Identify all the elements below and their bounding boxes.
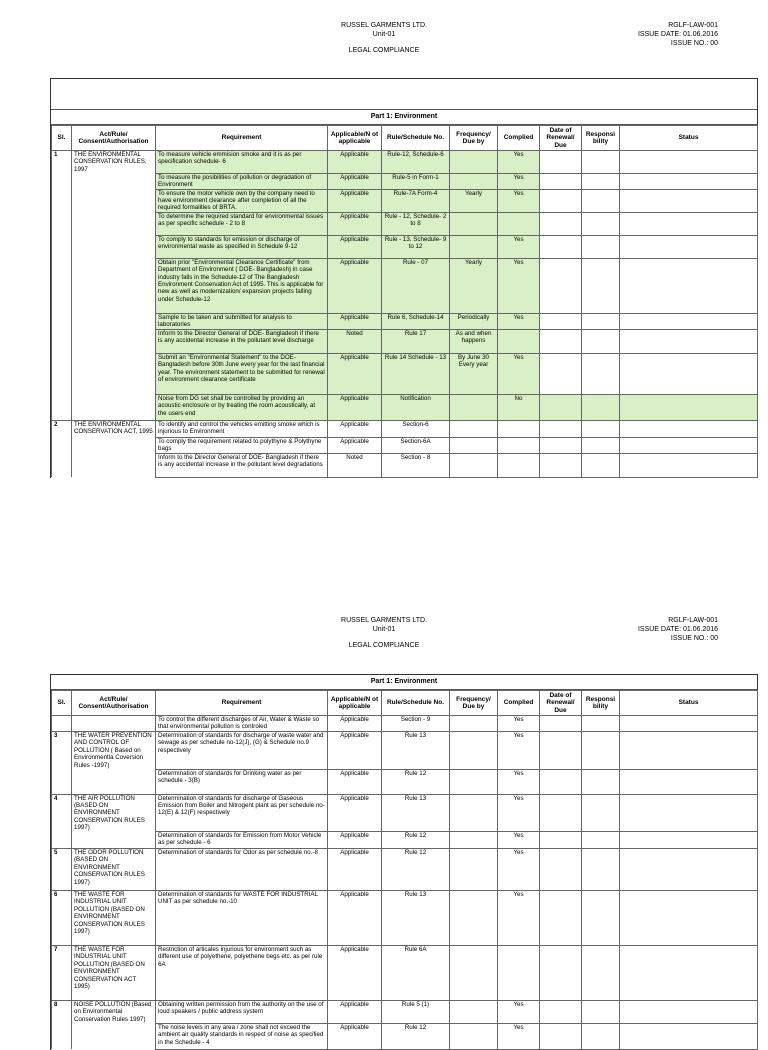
cell-renewal: [540, 832, 582, 849]
cell-frequency: [450, 849, 498, 891]
cell-frequency: [450, 394, 498, 420]
cell-responsibility: [582, 258, 620, 313]
cell-status: [620, 212, 758, 235]
cell-requirement: Sample to be taken and submitted for analysis to laboratories: [156, 313, 328, 329]
cell-requirement: Determination of standards for discharge of Gaseous Emission from Boiler and Nitrogent plant as per schedule no-12(E) & 12(F) respectively: [156, 794, 328, 832]
table-row: [52, 437, 758, 453]
cell-requirement: Noise from DG set shall be controlled by providing an acoustic enclosure or by treating the room acoustically, at the users end: [156, 394, 328, 420]
cell-frequency: [450, 716, 498, 732]
cell-applicable: Noted: [328, 329, 382, 353]
column-header: Status: [620, 126, 758, 151]
column-header: Complied: [498, 691, 540, 716]
table-row: [52, 420, 758, 437]
cell-status: [620, 769, 758, 794]
cell-sl: [52, 189, 72, 212]
cell-rule: Rule 13: [382, 732, 450, 770]
cell-renewal: [540, 849, 582, 891]
column-header: Sl.: [52, 126, 72, 151]
compliance-table-1: [51, 125, 758, 478]
cell-requirement: Determination of standards for Odor as per schedule no.-8: [156, 849, 328, 891]
cell-responsibility: [582, 946, 620, 1001]
table-row: [52, 849, 758, 891]
cell-rule: Rule 17: [382, 329, 450, 353]
cell-act: THE ODOR POLLUTION (BASED ON ENVIRONMENT CONSERVATION RULES 1997): [72, 849, 156, 891]
column-header: Act/Rule/ Consent/Authorisation: [72, 126, 156, 151]
cell-sl: [52, 258, 72, 313]
cell-act: THE ENVIRONMENTAL CONSERVATION RULES, 1997: [72, 151, 156, 174]
cell-applicable: Applicable: [328, 173, 382, 189]
cell-renewal: [540, 437, 582, 453]
cell-complied: Yes: [498, 353, 540, 394]
cell-rule: Rule 12: [382, 832, 450, 849]
cell-renewal: [540, 258, 582, 313]
table-row: [52, 769, 758, 794]
cell-frequency: Yearly: [450, 189, 498, 212]
column-header: Act/Rule/ Consent/Authorisation: [72, 691, 156, 716]
cell-applicable: Applicable: [328, 258, 382, 313]
cell-requirement: To control the different discharges of Air, Water & Waste so that environmental pollution is controled: [156, 716, 328, 732]
cell-applicable: Applicable: [328, 235, 382, 258]
cell-status: [620, 189, 758, 212]
table-row: [52, 453, 758, 477]
cell-applicable: Noted: [328, 453, 382, 477]
cell-sl: [52, 453, 72, 477]
column-header: Status: [620, 691, 758, 716]
cell-status: [620, 173, 758, 189]
table-row: [52, 716, 758, 732]
cell-requirement: The noise levels in any area / zone shall not exceed the ambient air quality standards in respect of noise as specified in the Schedule - 4: [156, 1023, 328, 1049]
cell-status: [620, 946, 758, 1001]
cell-rule: Rule 12: [382, 1023, 450, 1049]
cell-rule: Notification: [382, 394, 450, 420]
cell-applicable: Applicable: [328, 794, 382, 832]
cell-complied: Yes: [498, 849, 540, 891]
table-row: [52, 235, 758, 258]
cell-requirement: Determination of standards for Drinking water as per schedule - 3(B): [156, 769, 328, 794]
cell-status: [620, 353, 758, 394]
cell-act: [72, 235, 156, 258]
cell-frequency: [450, 173, 498, 189]
cell-renewal: [540, 891, 582, 946]
column-header: Responsi bility: [582, 126, 620, 151]
cell-applicable: Applicable: [328, 420, 382, 437]
cell-act: [72, 437, 156, 453]
cell-complied: Yes: [498, 769, 540, 794]
cell-act: [72, 769, 156, 794]
cell-complied: Yes: [498, 189, 540, 212]
cell-complied: Yes: [498, 794, 540, 832]
column-header: Applicable/N ot applicable: [328, 691, 382, 716]
cell-act: [72, 832, 156, 849]
column-header: Requirement: [156, 691, 328, 716]
cell-frequency: [450, 946, 498, 1001]
cell-applicable: Applicable: [328, 313, 382, 329]
cell-requirement: To measure the posibilities of pollution or degradation of Environment: [156, 173, 328, 189]
cell-status: [620, 1001, 758, 1024]
cell-complied: Yes: [498, 1001, 540, 1024]
table-row: [52, 212, 758, 235]
cell-complied: [498, 329, 540, 353]
cell-complied: Yes: [498, 832, 540, 849]
table-row: [52, 794, 758, 832]
table-row: [52, 313, 758, 329]
column-header: Requirement: [156, 126, 328, 151]
cell-requirement: To ensure the motor vehicle own by the company need to have environment clearance after completion of all the required formalities of BRTA.: [156, 189, 328, 212]
cell-applicable: Applicable: [328, 769, 382, 794]
cell-sl: [52, 437, 72, 453]
table-row: [52, 394, 758, 420]
cell-complied: [498, 437, 540, 453]
cell-sl: [52, 235, 72, 258]
cell-rule: Section - 9: [382, 716, 450, 732]
cell-sl: 1: [52, 151, 72, 174]
column-header: Sl.: [52, 691, 72, 716]
header-right: [638, 21, 718, 48]
cell-renewal: [540, 716, 582, 732]
cell-act: THE ENVIRONMENTAL CONSERVATION ACT, 1995: [72, 420, 156, 437]
cell-rule: Rule 13: [382, 794, 450, 832]
cell-act: [72, 394, 156, 420]
cell-responsibility: [582, 891, 620, 946]
cell-status: [620, 849, 758, 891]
cell-rule: Rule-7A Form-4: [382, 189, 450, 212]
cell-responsibility: [582, 151, 620, 174]
cell-renewal: [540, 1023, 582, 1049]
cell-applicable: Applicable: [328, 832, 382, 849]
company-name-2: RUSSEL GARMENTS LTD.: [341, 617, 427, 624]
cell-frequency: [450, 437, 498, 453]
cell-rule: Rule 12: [382, 769, 450, 794]
cell-complied: No: [498, 394, 540, 420]
cell-renewal: [540, 173, 582, 189]
cell-act: [72, 353, 156, 394]
cell-applicable: Applicable: [328, 946, 382, 1001]
cell-requirement: Obtain prior "Environmental Clearance Certificate" from Department of Environment ( DOE- Bangladesh) in case industry falls in the Schedule-12 of The Bangladesh Environment Conservation Act of 1995. This is applicable for new as well as modernization/ expansion projects falling under Schedule-12: [156, 258, 328, 313]
issue-no-2: ISSUE NO.: 00: [670, 635, 718, 642]
cell-requirement: Determination of standards for Emission from Motor Vehicle as per schedule - 6: [156, 832, 328, 849]
column-header: Complied: [498, 126, 540, 151]
issue-date: ISSUE DATE: 01.06.2016: [637, 31, 718, 38]
cell-applicable: Applicable: [328, 394, 382, 420]
cell-sl: 6: [52, 891, 72, 946]
cell-renewal: [540, 420, 582, 437]
cell-requirement: To identify and control the vehicles emitting smoke which is injurious to Environment: [156, 420, 328, 437]
cell-renewal: [540, 394, 582, 420]
cell-status: [620, 420, 758, 437]
column-header: Rule/Schedule No.: [382, 126, 450, 151]
cell-status: [620, 258, 758, 313]
cell-complied: [498, 420, 540, 437]
column-header: Date of Renewal/ Due: [540, 126, 582, 151]
cell-act: THE WATER PREVENTION AND CONTROL OF POLLUTION ( Based on Environmentla Coversion Rules -1997): [72, 732, 156, 770]
cell-complied: Yes: [498, 235, 540, 258]
cell-applicable: Applicable: [328, 1023, 382, 1049]
cell-responsibility: [582, 716, 620, 732]
table-row: [52, 353, 758, 394]
cell-act: THE AIR POLLUTION (BASED ON ENVIRONMENT CONSERVATION RULES 1997): [72, 794, 156, 832]
table-box-2: [50, 674, 758, 1050]
cell-responsibility: [582, 453, 620, 477]
table-row: [52, 151, 758, 174]
cell-sl: 3: [52, 732, 72, 770]
cell-frequency: [450, 1023, 498, 1049]
cell-status: [620, 437, 758, 453]
cell-rule: Rule 6A: [382, 946, 450, 1001]
doc-code-2: RGLF-LAW-001: [668, 617, 718, 624]
cell-complied: Yes: [498, 258, 540, 313]
cell-rule: Rule 13: [382, 891, 450, 946]
cell-requirement: Restriction of articales injurious for environment such as different use of polyethene, polyethene begs etc. as per rule 6A: [156, 946, 328, 1001]
table-row: [52, 891, 758, 946]
cell-renewal: [540, 212, 582, 235]
cell-frequency: [450, 151, 498, 174]
cell-act: THE WASTE FOR INDUSTRIAL UNIT POLLUTION (BASED ON ENVIRONMENT CONSERVATION ACT 1995): [72, 946, 156, 1001]
cell-sl: 4: [52, 794, 72, 832]
cell-status: [620, 235, 758, 258]
cell-responsibility: [582, 732, 620, 770]
cell-sl: 5: [52, 849, 72, 891]
cell-rule: Rule 5 (1): [382, 1001, 450, 1024]
cell-status: [620, 794, 758, 832]
cell-act: THE WASTE FOR INDUSTRIAL UNIT POLLUTION (BASED ON ENVIRONMENT CONSERVATION RULES 1997): [72, 891, 156, 946]
doc-title-2: LEGAL COMPLIANCE: [348, 642, 420, 649]
cell-rule: Rule-12, Schedule-6: [382, 151, 450, 174]
column-header: Frequency/ Due by: [450, 691, 498, 716]
table-row: [52, 258, 758, 313]
cell-applicable: Applicable: [328, 1001, 382, 1024]
cell-requirement: Obtaining written permission from the authority on the use of loud speakers / public address system: [156, 1001, 328, 1024]
cell-rule: Rule 12: [382, 849, 450, 891]
table-row: [52, 832, 758, 849]
cell-renewal: [540, 353, 582, 394]
cell-frequency: [450, 794, 498, 832]
doc-title: LEGAL COMPLIANCE: [348, 47, 420, 54]
cell-status: [620, 151, 758, 174]
cell-requirement: To comply the requirement related to polythyne & Polythyne bags: [156, 437, 328, 453]
cell-rule: Section - 8: [382, 453, 450, 477]
cell-frequency: [450, 769, 498, 794]
cell-act: [72, 189, 156, 212]
cell-sl: [52, 716, 72, 732]
cell-frequency: [450, 1001, 498, 1024]
company-name: RUSSEL GARMENTS LTD.: [341, 22, 427, 29]
cell-responsibility: [582, 329, 620, 353]
cell-requirement: Determination of standards for WASTE FOR INDUSTRIAL UNIT as per schedule no.-10: [156, 891, 328, 946]
table-row: [52, 329, 758, 353]
cell-rule: Section-6A: [382, 437, 450, 453]
issue-date-2: ISSUE DATE: 01.06.2016: [637, 626, 718, 633]
cell-renewal: [540, 1001, 582, 1024]
cell-status: [620, 716, 758, 732]
cell-rule: Rule-5 in Form-1: [382, 173, 450, 189]
cell-complied: [498, 212, 540, 235]
cell-requirement: To determine the required standard for environmental issues as per specific schedule - 2 to 8: [156, 212, 328, 235]
cell-act: [72, 716, 156, 732]
cell-complied: Yes: [498, 1023, 540, 1049]
cell-responsibility: [582, 794, 620, 832]
cell-frequency: [450, 891, 498, 946]
cell-requirement: Inform to the Director General of DOE- Bangladesh if there is any accidental increase in the pollutant level degradations: [156, 453, 328, 477]
cell-renewal: [540, 313, 582, 329]
unit-name: Unit-01: [372, 31, 396, 38]
cell-responsibility: [582, 313, 620, 329]
column-header: Applicable/N ot applicable: [328, 126, 382, 151]
cell-act: [72, 329, 156, 353]
top-blank-box: [51, 79, 757, 110]
cell-applicable: Applicable: [328, 151, 382, 174]
cell-responsibility: [582, 832, 620, 849]
cell-renewal: [540, 769, 582, 794]
table-row: [52, 946, 758, 1001]
cell-sl: [52, 394, 72, 420]
cell-sl: 8: [52, 1001, 72, 1024]
compliance-table-2: [51, 690, 758, 1050]
unit-name-2: Unit-01: [372, 626, 396, 633]
cell-responsibility: [582, 173, 620, 189]
cell-applicable: Applicable: [328, 437, 382, 453]
cell-frequency: Periodically: [450, 313, 498, 329]
cell-applicable: Applicable: [328, 353, 382, 394]
cell-renewal: [540, 453, 582, 477]
cell-renewal: [540, 329, 582, 353]
cell-sl: [52, 832, 72, 849]
table-row: [52, 1001, 758, 1024]
cell-complied: Yes: [498, 716, 540, 732]
cell-responsibility: [582, 212, 620, 235]
cell-status: [620, 394, 758, 420]
cell-applicable: Applicable: [328, 849, 382, 891]
cell-act: [72, 212, 156, 235]
column-header: Responsi bility: [582, 691, 620, 716]
cell-act: [72, 453, 156, 477]
column-header: Rule/Schedule No.: [382, 691, 450, 716]
part-title: Part 1: Environment: [51, 110, 757, 125]
cell-sl: [52, 1023, 72, 1049]
cell-applicable: Applicable: [328, 716, 382, 732]
cell-complied: Yes: [498, 732, 540, 770]
table-box-1: [50, 78, 758, 478]
cell-status: [620, 453, 758, 477]
cell-frequency: [450, 453, 498, 477]
cell-sl: [52, 313, 72, 329]
cell-responsibility: [582, 769, 620, 794]
cell-frequency: By June 30 Every year: [450, 353, 498, 394]
cell-applicable: Applicable: [328, 732, 382, 770]
cell-responsibility: [582, 420, 620, 437]
cell-requirement: Submit an "Environmental Statement" to the DOE-Bangladesh before 30th June every year for the last financial year. The environment statement to be submitted for renewal of environment clearance certificate: [156, 353, 328, 394]
column-header: Frequency/ Due by: [450, 126, 498, 151]
cell-requirement: To comply to standards for emission or discharge of environmental waste as specified in Schedule 9-12: [156, 235, 328, 258]
cell-act: [72, 173, 156, 189]
header-right-2: [638, 616, 718, 643]
cell-sl: 7: [52, 946, 72, 1001]
cell-status: [620, 832, 758, 849]
cell-frequency: [450, 420, 498, 437]
cell-requirement: Determination of standards for discharge of waste water and sewage as per schedule no-12(J), (G) & Schedule no.9 respectively: [156, 732, 328, 770]
cell-frequency: Yearly: [450, 258, 498, 313]
table-row: [52, 1023, 758, 1049]
cell-responsibility: [582, 353, 620, 394]
cell-rule: Rule 14 Schedule - 13: [382, 353, 450, 394]
column-header: Date of Renewal/ Due: [540, 691, 582, 716]
cell-rule: Section-6: [382, 420, 450, 437]
cell-sl: 2: [52, 420, 72, 437]
cell-complied: Yes: [498, 151, 540, 174]
cell-responsibility: [582, 235, 620, 258]
cell-complied: Yes: [498, 891, 540, 946]
cell-frequency: [450, 212, 498, 235]
table-row: [52, 173, 758, 189]
cell-renewal: [540, 151, 582, 174]
cell-responsibility: [582, 437, 620, 453]
cell-applicable: Applicable: [328, 212, 382, 235]
cell-status: [620, 329, 758, 353]
cell-renewal: [540, 189, 582, 212]
cell-rule: Rule - 12, Schedule- 2 to 8: [382, 212, 450, 235]
cell-act: [72, 1023, 156, 1049]
cell-responsibility: [582, 1001, 620, 1024]
cell-renewal: [540, 794, 582, 832]
cell-sl: [52, 173, 72, 189]
cell-renewal: [540, 235, 582, 258]
cell-complied: Yes: [498, 313, 540, 329]
cell-frequency: [450, 235, 498, 258]
cell-frequency: As and when happens: [450, 329, 498, 353]
cell-complied: [498, 453, 540, 477]
cell-renewal: [540, 732, 582, 770]
cell-status: [620, 1023, 758, 1049]
cell-requirement: To measure vehicle emmision smoke and it is as per specification schedule- 6: [156, 151, 328, 174]
cell-renewal: [540, 946, 582, 1001]
cell-frequency: [450, 732, 498, 770]
cell-sl: [52, 353, 72, 394]
cell-complied: [498, 946, 540, 1001]
doc-code: RGLF-LAW-001: [668, 22, 718, 29]
part-title-2: Part 1: Environment: [51, 675, 757, 690]
cell-act: [72, 313, 156, 329]
cell-requirement: Inform to the Director General of DOE- Bangladesh if there is any accidental increase in the pollutant level discharge: [156, 329, 328, 353]
cell-responsibility: [582, 394, 620, 420]
cell-applicable: Applicable: [328, 891, 382, 946]
cell-sl: [52, 769, 72, 794]
cell-sl: [52, 212, 72, 235]
cell-act: [72, 258, 156, 313]
cell-status: [620, 313, 758, 329]
cell-responsibility: [582, 849, 620, 891]
cell-act: NOISE POLLUTION (Based on Environmental Conservation Rules 1997): [72, 1001, 156, 1024]
table-row: [52, 732, 758, 770]
cell-rule: Rule - 13, Schedule- 9 to 12: [382, 235, 450, 258]
table-row: [52, 189, 758, 212]
cell-applicable: Applicable: [328, 189, 382, 212]
cell-rule: Rule 6, Schedule-14: [382, 313, 450, 329]
cell-responsibility: [582, 1023, 620, 1049]
cell-sl: [52, 329, 72, 353]
cell-status: [620, 732, 758, 770]
cell-rule: Rule - 07: [382, 258, 450, 313]
cell-responsibility: [582, 189, 620, 212]
cell-frequency: [450, 832, 498, 849]
cell-complied: Yes: [498, 173, 540, 189]
issue-no: ISSUE NO.: 00: [670, 40, 718, 47]
cell-status: [620, 891, 758, 946]
